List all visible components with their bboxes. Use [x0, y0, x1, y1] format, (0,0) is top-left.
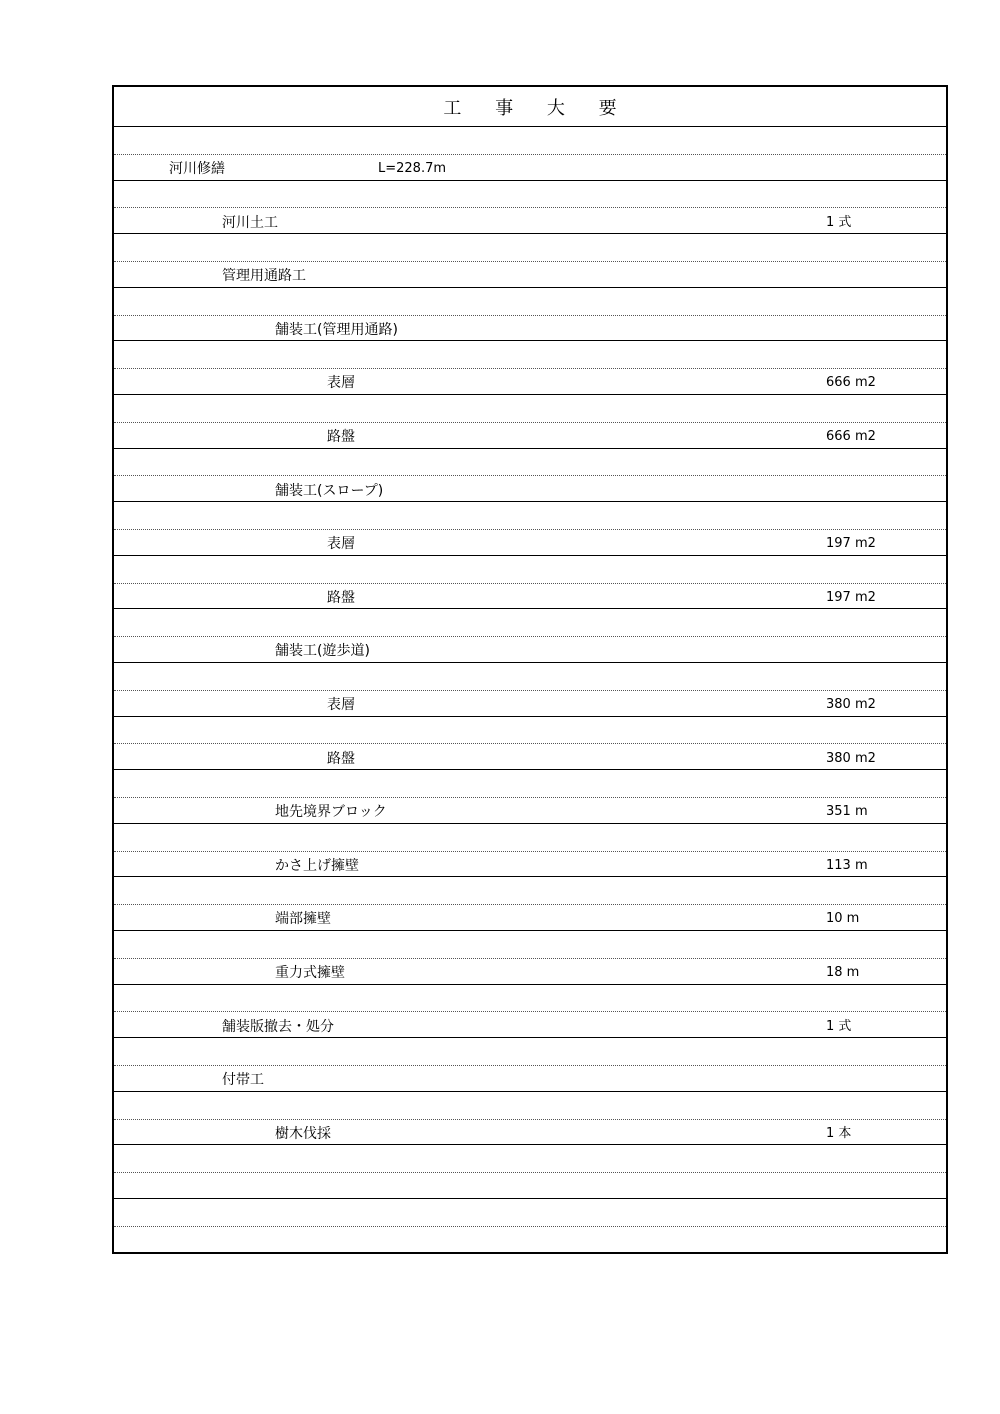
item-label: 付帯工 [222, 1072, 264, 1089]
table-row [114, 556, 946, 610]
table-row [114, 502, 946, 556]
item-label: 河川修繕 [169, 161, 225, 177]
table-row [114, 717, 946, 771]
item-label: 樹木伐採 [275, 1125, 331, 1142]
table-row [114, 395, 946, 449]
dotted-divider [114, 315, 946, 316]
dotted-divider [114, 207, 946, 208]
item-label: 舗装工(スロープ) [275, 482, 384, 499]
table-row [114, 609, 946, 663]
item-quantity: 10 m [826, 911, 860, 927]
table-row [114, 234, 946, 288]
item-label: 表層 [327, 375, 355, 392]
item-quantity: 666 m2 [826, 375, 876, 391]
dotted-divider [114, 1172, 946, 1173]
dotted-divider [114, 904, 946, 905]
item-label: 舗装工(管理用通路) [275, 321, 398, 338]
dotted-divider [114, 529, 946, 530]
item-quantity: 1 式 [826, 1018, 852, 1034]
item-quantity: 197 m2 [826, 589, 876, 605]
item-quantity: 380 m2 [826, 697, 876, 712]
item-quantity: 1 本 [826, 1125, 852, 1141]
dotted-divider [114, 1011, 946, 1012]
dotted-divider [114, 690, 946, 691]
item-label: 表層 [327, 697, 355, 713]
item-quantity: 197 m2 [826, 536, 876, 552]
table-row [114, 1092, 946, 1146]
table-row [114, 877, 946, 931]
table-row [114, 824, 946, 878]
item-label: 舗装工(遊歩道) [275, 643, 370, 660]
dotted-divider [114, 368, 946, 369]
item-quantity: 18 m [826, 965, 860, 980]
dotted-divider [114, 261, 946, 262]
item-label: 路盤 [327, 429, 355, 445]
table-row [114, 663, 946, 717]
table-row [114, 770, 946, 824]
item-label: 端部擁壁 [275, 911, 331, 928]
table-row [114, 181, 946, 235]
table-row [114, 127, 946, 181]
table-row [114, 341, 946, 395]
table-row [114, 1038, 946, 1092]
item-label: 管理用通路工 [222, 268, 306, 285]
table-row [114, 1199, 946, 1252]
dotted-divider [114, 743, 946, 744]
item-label: 表層 [327, 536, 355, 553]
dotted-divider [114, 154, 946, 155]
dotted-divider [114, 851, 946, 852]
dotted-divider [114, 422, 946, 423]
dotted-divider [114, 958, 946, 959]
item-label: 舗装版撤去・処分 [222, 1018, 334, 1035]
item-label: 河川土工 [222, 214, 278, 231]
dotted-divider [114, 1226, 946, 1227]
table-row [114, 931, 946, 985]
item-quantity: 380 m2 [826, 750, 876, 766]
item-label: 重力式擁壁 [275, 965, 345, 981]
item-quantity: 1 式 [826, 214, 852, 230]
table-row [114, 288, 946, 342]
table-row [114, 985, 946, 1039]
item-quantity: 351 m [826, 804, 868, 820]
dotted-divider [114, 636, 946, 637]
dotted-divider [114, 1065, 946, 1066]
summary-table [112, 85, 948, 1254]
dotted-divider [114, 475, 946, 476]
dotted-divider [114, 797, 946, 798]
page-title: 工 事 大 要 [114, 87, 946, 127]
dotted-divider [114, 583, 946, 584]
dotted-divider [114, 1119, 946, 1120]
item-quantity: 666 m2 [826, 429, 876, 444]
item-label: 路盤 [327, 750, 355, 767]
item-label: かさ上げ擁壁 [275, 857, 359, 874]
item-label: 地先境界ブロック [275, 804, 387, 821]
item-quantity: 113 m [826, 857, 868, 873]
item-label: 路盤 [327, 589, 355, 606]
table-row [114, 449, 946, 503]
table-row [114, 1145, 946, 1199]
item-length: L=228.7m [378, 161, 447, 176]
